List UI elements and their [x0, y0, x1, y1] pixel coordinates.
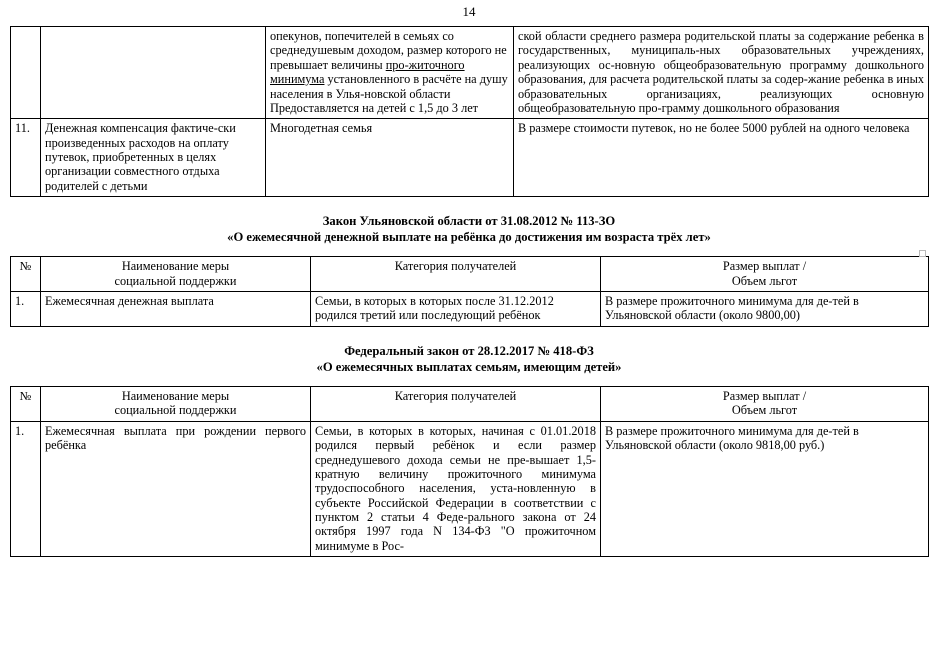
cell-measure: Денежная компенсация фактиче-ски произведенных расходов на оплату путевок, приобретенных в целях организации совместного отдыха родителей с детьми [41, 119, 266, 197]
header-category: Категория получателей [311, 387, 601, 422]
header-measure-line2: социальной поддержки [114, 273, 237, 288]
header-measure [41, 387, 311, 422]
table-row [11, 292, 929, 327]
page-marker [919, 250, 926, 257]
cell-amount: В размере стоимости путевок, но не более 5000 рублей на одного человека [514, 119, 929, 197]
heading-line-2: «О ежемесячных выплатах семьям, имеющим детей» [316, 359, 622, 374]
cell-number: 1. [11, 292, 41, 327]
header-category: Категория получателей [311, 257, 601, 292]
cell-category [266, 27, 514, 119]
heading-line-1: Федеральный закон от 28.12.2017 № 418-ФЗ [344, 343, 594, 358]
table-row [11, 27, 929, 119]
cell-measure [41, 27, 266, 119]
cell-category: Многодетная семья [266, 119, 514, 197]
cell-amount: В размере прожиточного минимума для де-тей в Ульяновской области (около 9800,00) [601, 292, 929, 327]
cell-measure: Ежемесячная выплата при рождении первого ребёнка [41, 421, 311, 556]
section-heading-law-113 [0, 213, 938, 245]
header-measure [41, 257, 311, 292]
section-heading-law-418 [0, 343, 938, 375]
cell-category-text: опекунов, попечителей в семьях со среднедушевым доходом, размер которого не превышает величины про-житочного минимума установленного в расчёте на душу населения в Улья-новской области Предоставляется на детей с 1,5 до 3 лет [270, 29, 508, 115]
header-amount [601, 387, 929, 422]
table-row [11, 119, 929, 197]
heading-line-1: Закон Ульяновской области от 31.08.2012 № 113-ЗО [322, 214, 616, 229]
header-amount [601, 257, 929, 292]
header-measure-line2: социальной поддержки [114, 403, 237, 418]
cell-number: 11. [11, 119, 41, 197]
header-amount-line1: Размер выплат / [722, 259, 807, 274]
table-row [11, 421, 929, 556]
cell-amount: В размере прожиточного минимума для де-тей в Ульяновской области (около 9818,00 руб.) [601, 421, 929, 556]
cell-category: Семьи, в которых в которых, начиная с 01.01.2018 родился первый ребёнок и если размер среднедушевого дохода семьи не пре-вышает 1,5-кратную величину прожиточного минимума трудоспособного населения, уста-новленную в субъекте Российской Федерации в соответствии с пунктом 2 статьи 4 Феде-рального закона от 24 октября 1997 года N 134-ФЗ "О прожиточном минимуме в Рос- [311, 421, 601, 556]
header-amount-line2: Объем льгот [731, 403, 798, 418]
header-number: № [11, 257, 41, 292]
cell-category: Семьи, в которых в которых после 31.12.2012 родился третий или последующий ребёнок [311, 292, 601, 327]
header-amount-line2: Объем льгот [731, 273, 798, 288]
header-number: № [11, 387, 41, 422]
table-law-418 [10, 386, 929, 557]
header-measure-line1: Наименование меры [121, 389, 230, 404]
cell-number: 1. [11, 421, 41, 556]
header-amount-line1: Размер выплат / [722, 389, 807, 404]
cell-amount: ской области среднего размера родительской платы за содержание ребенка в государственных, муниципаль-ных образовательных учреждениях, реализующих ос-новную общеобразовательную программу дошкольного образования, для расчета родительской платы за содер-жание ребенка в иных образовательных организациях, реализующих основную общеобразовательную про-грамму дошкольного образования [514, 27, 929, 119]
table-header-row [11, 257, 929, 292]
underlined-term: про-житочного минимума [270, 57, 465, 87]
heading-line-2: «О ежемесячной денежной выплате на ребёнка до достижения им возраста трёх лет» [227, 230, 711, 245]
table-header-row [11, 387, 929, 422]
page-number: 14 [462, 4, 476, 19]
cell-measure: Ежемесячная денежная выплата [41, 292, 311, 327]
cell-number [11, 27, 41, 119]
header-measure-line1: Наименование меры [121, 259, 230, 274]
table-continuation [10, 26, 929, 197]
table-law-113 [10, 256, 929, 327]
